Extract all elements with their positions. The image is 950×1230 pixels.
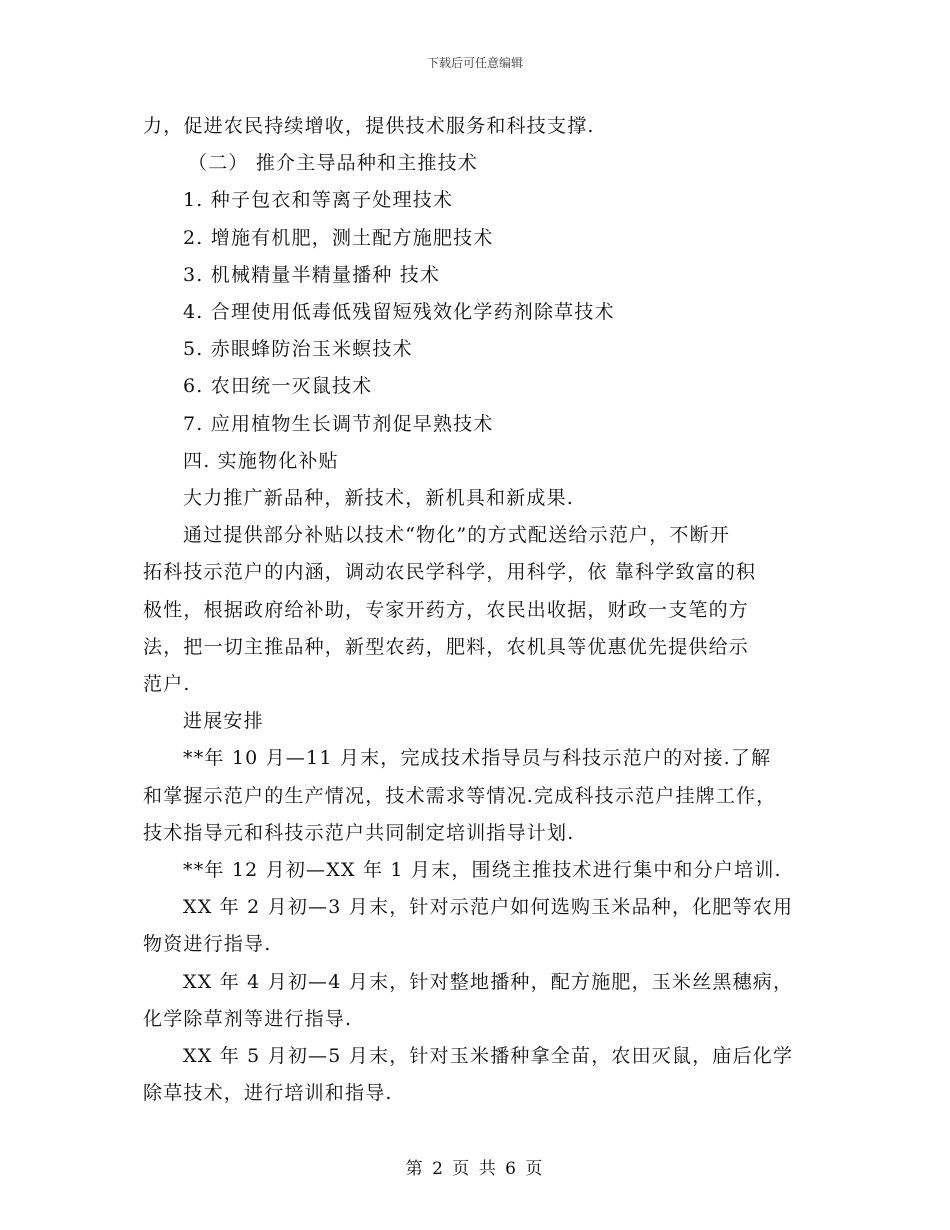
- paragraph-1: 大力推广新品种，新技术，新机具和新成果.: [183, 487, 575, 510]
- document-body: [143, 108, 803, 1112]
- list-item-2: 2. 增施有机肥，测土配方施肥技术: [183, 226, 494, 249]
- list-item-6: 6. 农田统一灭鼠技术: [183, 375, 373, 398]
- schedule-1-line-3: 技术指导元和科技示范户共同制定培训指导计划.: [143, 821, 575, 844]
- paragraph-2-line-1: 通过提供部分补贴以技术“物化”的方式配送给示范户，不断开: [183, 524, 731, 547]
- section-heading-4: 四. 实施物化补贴: [183, 449, 339, 472]
- list-item-4: 4. 合理使用低毒低残留短残效化学药剂除草技术: [183, 301, 615, 324]
- schedule-4-line-1: XX 年 4 月初—4 月末，针对整地播种，配方施肥，玉米丝黑穗病，: [183, 970, 794, 993]
- schedule-1-line-1: **年 10 月—11 月末，完成技术指导员与科技示范户的对接.了解: [183, 747, 772, 770]
- list-item-1: 1. 种子包衣和等离子处理技术: [183, 189, 454, 212]
- paragraph-continuation: 力，促进农民持续增收，提供技术服务和科技支撑.: [143, 115, 595, 137]
- list-item-7: 7. 应用植物生长调节剂促早熟技术: [183, 412, 494, 435]
- schedule-3-line-1: XX 年 2 月初—3 月末，针对示范户如何选购玉米品种，化肥等农用: [183, 896, 794, 919]
- schedule-1-line-2: 和掌握示范户的生产情况，技术需求等情况.完成科技示范户挂牌工作，: [143, 784, 777, 807]
- page-number: 第 2 页 共 6 页: [405, 1159, 545, 1179]
- section-heading-2: （二） 推介主导品种和主推技术: [188, 152, 479, 175]
- paragraph-2-line-2: 拓科技示范户的内涵，调动农民学科学，用科学，依 靠科学致富的积: [143, 561, 757, 584]
- schedule-5-line-1: XX 年 5 月初—5 月末，针对玉米播种拿全苗，农田灭鼠，庙后化学: [183, 1045, 794, 1068]
- list-item-3: 3. 机械精量半精量播种 技术: [183, 263, 441, 286]
- paragraph-2-line-5: 范户.: [143, 673, 191, 696]
- schedule-3-line-2: 物资进行指导.: [143, 933, 272, 956]
- page-header-note: 下载后可任意编辑: [426, 56, 523, 70]
- schedule-4-line-2: 化学除草剂等进行指导.: [143, 1007, 353, 1030]
- schedule-5-line-2: 除草技术，进行培训和指导.: [143, 1082, 393, 1105]
- list-item-5: 5. 赤眼蜂防治玉米螟技术: [183, 338, 413, 361]
- schedule-title: 进展安排: [183, 710, 264, 733]
- schedule-2-line-1: **年 12 月初—XX 年 1 月末，围绕主推技术进行集中和分户培训.: [183, 859, 782, 882]
- paragraph-2-line-3: 极性，根据政府给补助，专家开药方，农民出收据，财政一支笔的方: [143, 598, 750, 621]
- paragraph-2-line-4: 法，把一切主推品种，新型农药，肥料，农机具等优惠优先提供给示: [143, 635, 750, 658]
